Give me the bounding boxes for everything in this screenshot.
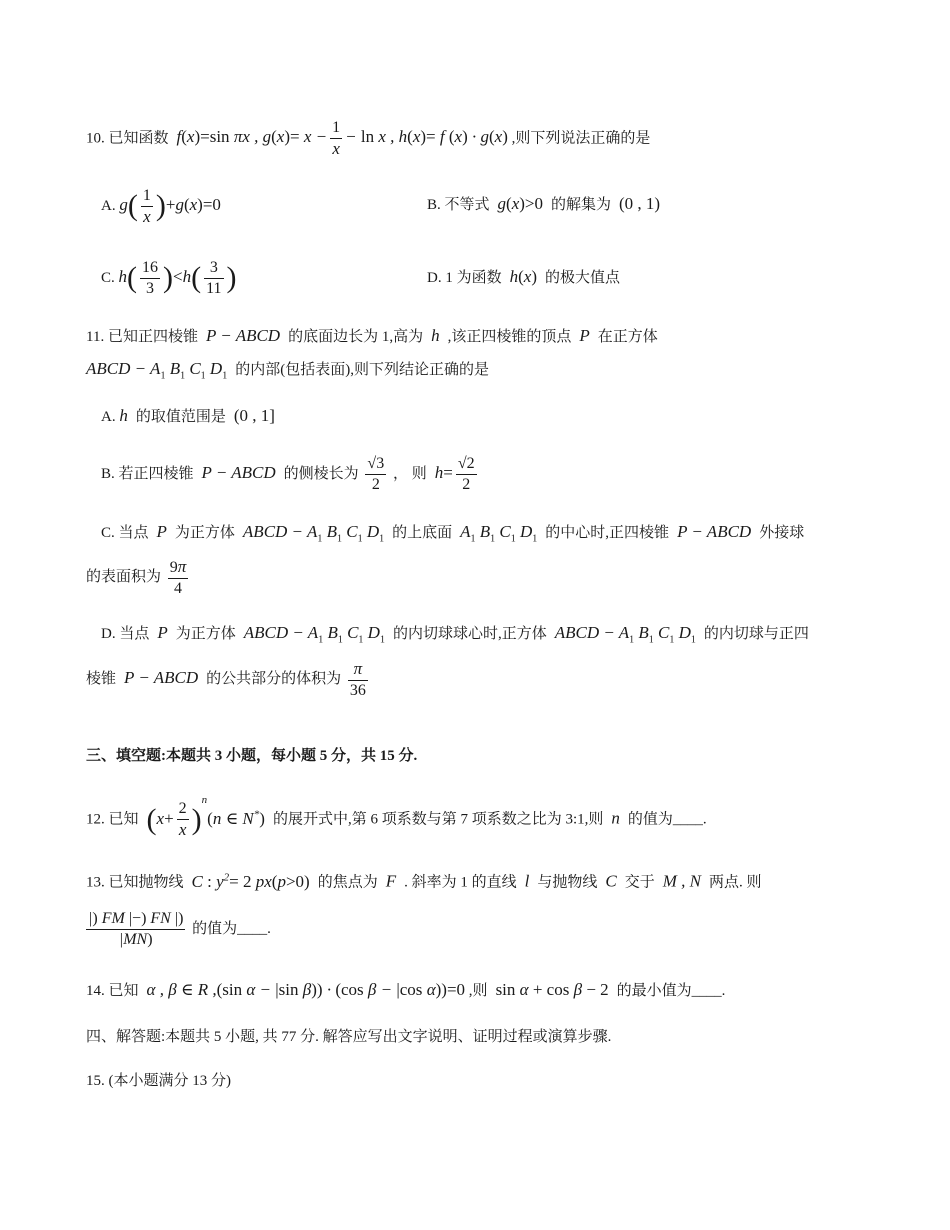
- q10-option-a-formula: g( $\frac{1}{x}$ )+g(x)=0: [119, 186, 221, 226]
- q11-option-d-line1: [101, 623, 809, 650]
- q11-option-d-cube2: ABCD − $A_1$ $B_1$ $C_1$ $D_1$: [550, 623, 696, 646]
- q10-stem: 10. 已知函数: [86, 130, 169, 147]
- q11-stem4: 在正方体: [597, 329, 658, 345]
- q11-option-c-cube: ABCD − $A_1$ $B_1$ $C_1$ $D_1$: [238, 522, 385, 545]
- q11-h: h: [426, 326, 444, 345]
- q11-option-d-mid1: 为正方体: [175, 626, 236, 642]
- q11-option-c-p: P: [152, 522, 172, 541]
- q13-mid5: 两点. 则: [708, 874, 762, 891]
- q10-option-b-ineq: g(x)>0: [493, 194, 543, 213]
- q12-tail: 的值为____.: [627, 811, 707, 828]
- q11-option-b-mid: 的侧棱长为: [283, 466, 359, 482]
- q11-option-b-label: B. 若正四棱锥: [101, 466, 194, 482]
- section-4-title: 四、解答题:本题共 5 小题, 共 77 分. 解答应写出文字说明、证明过程或演算步骤.: [86, 1029, 612, 1045]
- q13-c: C: [601, 871, 621, 891]
- q11-option-b-pyramid: P − ABCD: [197, 463, 280, 482]
- q11-option-a-text: 的取值范围是: [135, 409, 226, 425]
- q11-option-d-mid3: 的内切球与正四: [703, 626, 809, 642]
- q11-stem3: ,该正四棱锥的顶点: [447, 329, 572, 345]
- q14-expr: sin α + cos β − 2: [495, 980, 609, 999]
- q11-option-c-area: $\frac{9\pi}{4}$: [169, 556, 187, 597]
- q13-f: F: [381, 871, 401, 891]
- q10-option-d-label: D. 1 为函数: [427, 270, 502, 286]
- q11-option-c-mid2: 的上底面: [392, 525, 453, 541]
- q10-option-b-interval: (0 , 1): [614, 194, 661, 213]
- q10-option-c: [101, 254, 237, 301]
- q11-stem5: 的内部(包括表面),则下列结论正确的是: [235, 362, 489, 378]
- q11-option-b-edge: $\frac{√3}{2}$: [367, 455, 385, 494]
- q11-option-c-pyramid: P − ABCD: [672, 522, 756, 541]
- q13-parabola: C : $y^2= 2$ px(p>0): [187, 871, 310, 891]
- q10-option-d-tail: 的极大值点: [544, 270, 620, 286]
- q11-option-b: [101, 450, 480, 497]
- q10-option-d-func: h(x): [505, 267, 537, 286]
- q11-stem2: 的底面边长为 1,高为: [288, 329, 424, 345]
- q14-line: [86, 980, 725, 1001]
- q15-title: 15. (本小题满分 13 分): [86, 1073, 231, 1089]
- q11-stem-line2: [86, 359, 489, 386]
- q12-stem: 12. 已知: [86, 811, 139, 828]
- q10-option-a: [101, 182, 221, 229]
- q11-option-c-label: C. 当点: [101, 525, 149, 541]
- q13-ratio: $\frac{|) FM |-) FN |)}{|MN)}$: [88, 910, 184, 949]
- q14-condition: α , β ∈ R ,(sin α − |sin β)) · (cos β − |cos α))=0: [142, 980, 466, 999]
- q14-tail: 的最小值为____.: [616, 983, 726, 999]
- q10-option-b-mid: 的解集为: [550, 197, 611, 213]
- q13-tail: 的值为____.: [192, 921, 271, 937]
- q11-option-c-mid3: 的中心时,正四棱锥: [545, 525, 670, 541]
- q11-option-c-mid4: 外接球: [759, 525, 805, 541]
- q13-mid4: 交于: [624, 874, 655, 891]
- q14-mid: ,则: [468, 983, 488, 999]
- q12-n: n: [607, 808, 625, 828]
- q11-option-d-mid2: 的内切球球心时,正方体: [392, 626, 547, 642]
- q10-option-b: [427, 194, 660, 215]
- q13-stem: 13. 已知抛物线: [86, 874, 184, 891]
- q11-option-d-p: P: [153, 623, 172, 642]
- q11-p: P: [575, 326, 595, 345]
- q11-option-a-interval: (0 , 1]: [229, 406, 275, 425]
- q13-line1: [86, 867, 762, 893]
- q13-l: l: [520, 871, 534, 891]
- q12-mid: 的展开式中,第 6 项系数与第 7 项系数之比为 3:1,则: [272, 811, 604, 828]
- q11-option-c-mid1: 为正方体: [174, 525, 235, 541]
- q10-option-c-label: C.: [101, 270, 115, 286]
- q12-line: [86, 790, 707, 844]
- q11-option-d-label: D. 当点: [101, 626, 150, 642]
- q11-stem-line1: [86, 326, 658, 347]
- q11-option-c-line2: [86, 554, 191, 600]
- q13-mn: M , N: [658, 871, 706, 891]
- q14-stem: 14. 已知: [86, 983, 139, 999]
- q10-tail: ,则下列说法正确的是: [511, 130, 651, 147]
- q10-option-d: [427, 267, 620, 288]
- q11-option-a-h: h: [119, 406, 133, 425]
- q11-option-c-face: $A_1$ $B_1$ $C_1$ $D_1$: [455, 522, 538, 545]
- q10-functions: f(x)=sin πx , g(x)= x − $\frac{1}{x}$ − ln x , h(x)= f (x) · g(x): [172, 119, 508, 158]
- q11-option-c-line2-text: 的表面积为: [86, 569, 162, 585]
- q13-mid1: 的焦点为: [317, 874, 378, 891]
- q13-line2: [86, 906, 271, 952]
- q11-option-b-h: h= $\frac{√2}{2}$: [430, 454, 475, 493]
- q11-option-d-pyramid: P − ABCD: [119, 668, 203, 687]
- q12-binomial: (x+ $\frac{2}{x}$ )$^n$(n ∈ N*): [146, 794, 265, 840]
- q10-option-a-label: A.: [101, 198, 116, 214]
- q11-option-a-label: A.: [101, 409, 116, 425]
- q11-option-d-volume: $\frac{\pi}{36}$: [349, 658, 366, 699]
- q11-option-d-line2b: 的公共部分的体积为: [206, 671, 342, 687]
- q10-option-b-label: B. 不等式: [427, 197, 490, 213]
- section-3-title: 三、填空题:本题共 3 小题，每小题 5 分，共 15 分.: [86, 748, 418, 764]
- q10-option-c-formula: h( $\frac{16}{3}$ )<h( $\frac{3}{11}$ ): [118, 258, 237, 297]
- q11-stem1: 11. 已知正四棱锥: [86, 329, 198, 345]
- q11-option-b-then: ， 则: [392, 466, 427, 482]
- q11-pyramid: P − ABCD: [201, 326, 285, 345]
- q10-stem-line: [86, 118, 650, 159]
- q11-option-d-line2: [86, 655, 371, 702]
- q11-option-a: [101, 406, 275, 427]
- q11-cube: ABCD − $A_1$ $B_1$ $C_1$ $D_1$: [86, 359, 228, 382]
- q13-mid3: 与抛物线: [537, 874, 598, 891]
- q11-option-c-line1: [101, 522, 804, 549]
- q11-option-d-line2-text: 棱锥: [86, 671, 117, 687]
- q11-option-d-cube1: ABCD − $A_1$ $B_1$ $C_1$ $D_1$: [239, 623, 385, 646]
- q13-mid2: . 斜率为 1 的直线: [404, 874, 517, 891]
